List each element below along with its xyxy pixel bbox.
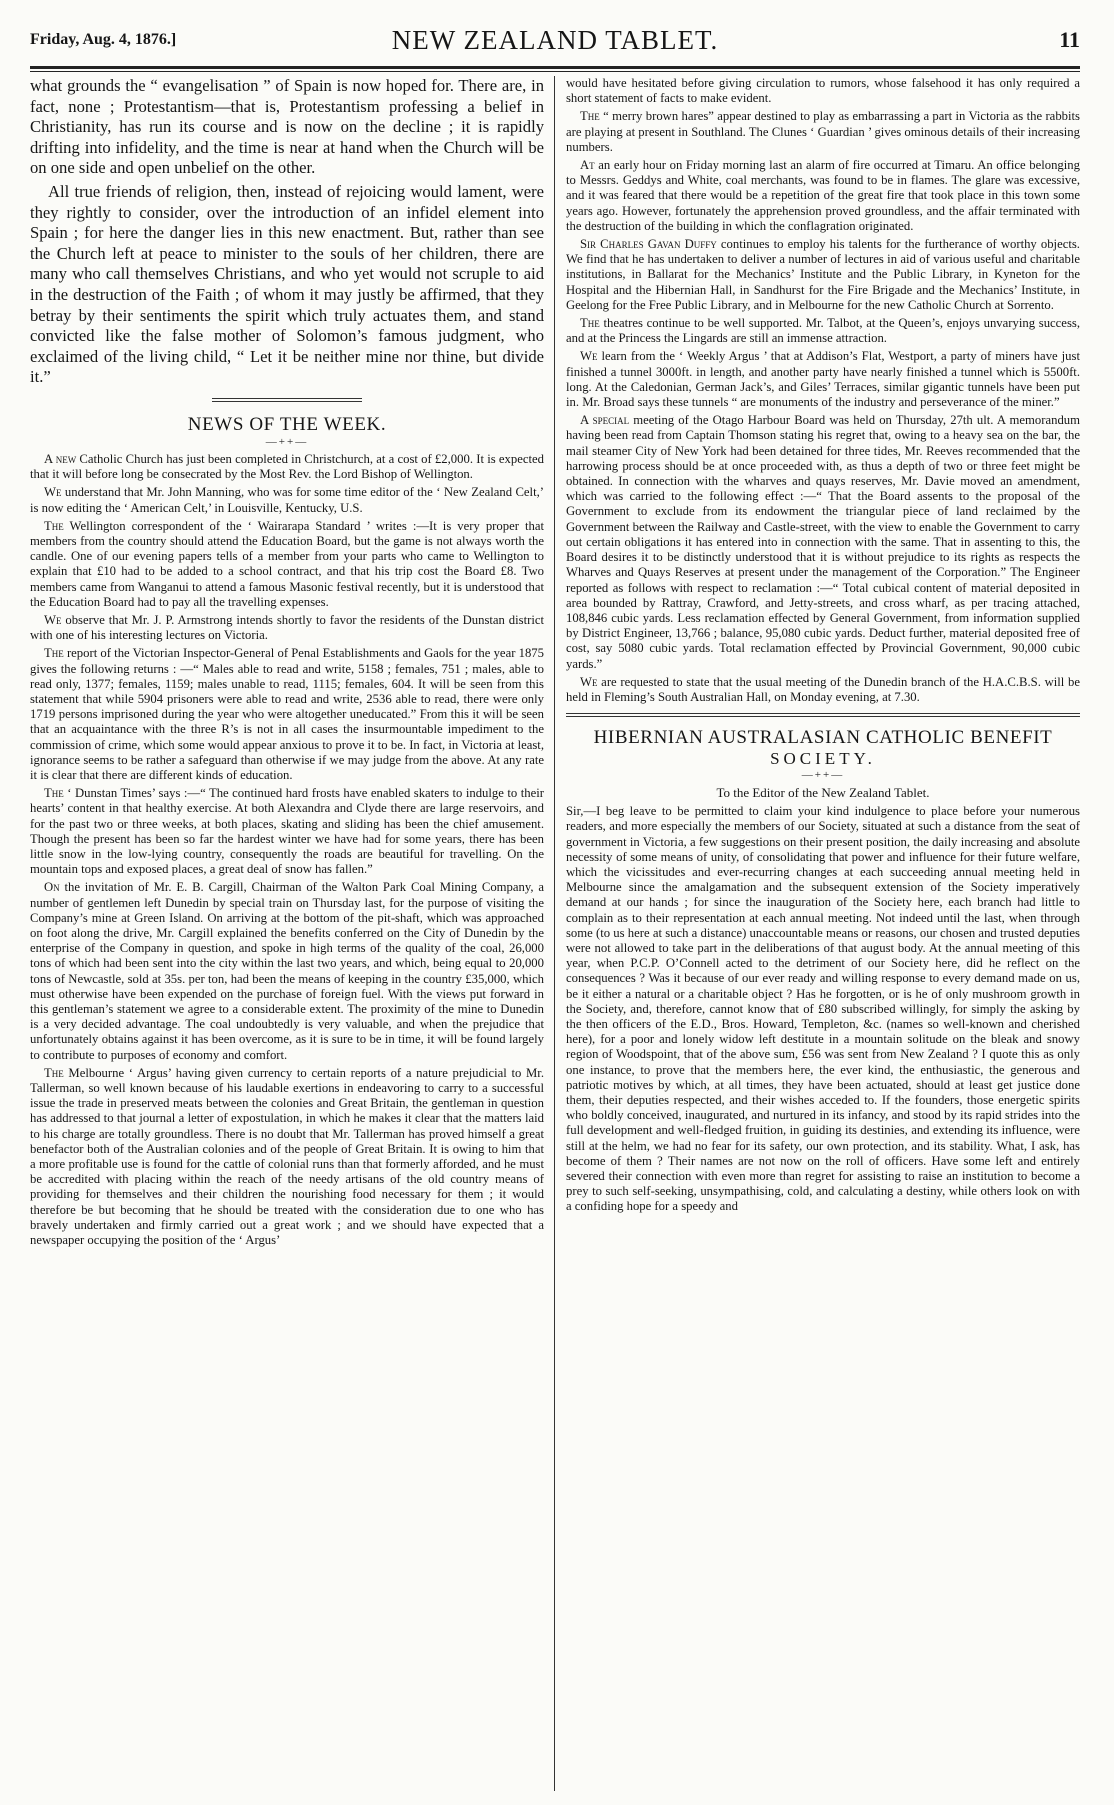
news-item: The Wellington correspondent of the ‘ Wairarapa Standard ’ writes :—It is very proper that members from the country should attend the Education Board, but the game is not always worth the candle. One of our evening papers tells of a member from your parts who came to Wellington to explain that £10 had to be added to a school contract, and that his trip cost the Board £8. Two members came from Wanganui to attend a famous Masonic festival recently, but it is understood that the Education Board had to pay all the travelling expenses. (30, 518, 544, 609)
column-divider (554, 76, 555, 1791)
news-item: On the invitation of Mr. E. B. Cargill, Chairman of the Walton Park Coal Mining Company, a number of gentlemen left Dunedin by special train on Thursday last, for the purpose of visiting the Company’s mine at Green Island. On arriving at the bottom of the pit-shaft, which was approached on foot along the drive, Mr. Cargill explained the benefits conferred on the City of Dunedin by the enterprise of the Company in question, and spoke in high terms of the quality of the coal, 26,000 tons of which had been sent into the city within the last two years, and which, being equal to 20,000 tons of Newcastle, sold at 35s. per ton, had been the means of keeping in the country £35,000, which must otherwise have been expended on the purchase of foreign fuel. With the views put forward in this gentleman’s statement we agree to a considerable extent. The proximity of the mine to Dunedin is a very decided advantage. The coal undoubtedly is very valuable, and when the prejudice that unfortunately obtains against it has been overcome, as it is sure to be in time, it will be found largely to contribute to purposes of economy and comfort. (30, 880, 544, 1062)
news-item: would have hesitated before giving circulation to rumors, whose falsehood it has only required a short statement of facts to make evident. (566, 76, 1080, 106)
heading-ornament: —++— (801, 769, 845, 782)
news-item: Sir Charles Gavan Duffy continues to employ his talents for the furtherance of worthy objects. We find that he has undertaken to deliver a number of lectures in aid of various useful and charitable institutions, in Ballarat for the Mechanics’ Institute and the Public Library, in Kyneton for the Hospital and the Hibernian Hall, in Sandhurst for the Fire Brigade and the Mechanics’ Institute, in Geelong for the Free Public Library, and in Melbourne for the new Catholic Church at Sorrento. (566, 237, 1080, 312)
news-item: A special meeting of the Otago Harbour Board was held on Thursday, 27th ult. A memorandum having been read from Captain Thomson stating his regret that, owing to a heavy sea on the bar, the mail steamer City of New York had been detained for three tides, Mr. Reeves recommended that the harrowing process should be at once proceeded with, as thus a depth of two or three feet might be obtained. In connection with the wharves and quays reserves, Mr. Davie moved an amendment, which was carried to the following effect :—“ That the Board assents to the proposal of the Government to exclude from its endowment the triangular piece of land reclaimed by the Government between the Railway and Castle-street, with the view to enable the Government to carry out certain obligations it has entered into in connection with the same. That in assenting to this, the Board desires it to be distinctly understood that it is without prejudice to its rights as respects the Wharves and Quays Reserves at present under the management of the Corporation.” The Engineer reported as follows with respect to reclamation :—“ Total cubical content of material deposited in area bounded by Rattray, Crawford, and Jetty-streets, and cross wharf, as per tracing attached, 108,846 cubic yards. Less reclamation effected by General Government, from information supplied by District Engineer, 13,766 ; balance, 95,080 cubic yards. Deduct further, material deposited free of cost, say 5080 cubic yards. Total reclamation effected by Provincial Government, 90,000 cubic yards.” (566, 413, 1080, 671)
header-rule (30, 66, 1080, 69)
issue-date: Friday, Aug. 4, 1876.] (30, 31, 177, 48)
news-items-left (30, 452, 544, 1248)
news-item: A new Catholic Church has just been completed in Christchurch, at a cost of £2,000. It is expected that it will before long be consecrated by the Most Rev. the Lord Bishop of Wellington. (30, 451, 544, 482)
news-item: The theatres continue to be well supported. Mr. Talbot, at the Queen’s, enjoys unvarying success, and at the Princess the Lingards are still an immense attraction. (566, 316, 1080, 346)
page-header (30, 22, 1080, 58)
news-item: We understand that Mr. John Manning, who was for some time editor of the ‘ New Zealand Celt,’ is now editing the ‘ American Celt,’ in Louisville, Kentucky, U.S. (30, 485, 544, 515)
society-subheading: SOCIETY. (770, 749, 876, 769)
newspaper-title: NEW ZEALAND TABLET. (391, 24, 719, 55)
left-column (30, 76, 544, 1796)
news-item: The “ merry brown hares” appear destined to play as embarrassing a part in Victoria as the rabbits are playing at present in Southland. The Clunes ‘ Guardian ’ gives ominous details of their increasing numbers. (566, 109, 1080, 154)
news-items-right (566, 76, 1080, 705)
article-paragraph: All true friends of religion, then, instead of rejoicing would lament, were they rightly to consider, over the introduction of an infidel element into Spain ; for here the danger lies in this new enactment. But, rather than see the Church left at peace to minister to the souls of her children, there are many who call themselves Christians, and who yet would not scruple to aid in the destruction of the Faith ; of whom it may justly be affirmed, that they betray by their sentiments the spirit which truly actuates them, and stand convicted like the false mother of Solomon’s famous judgment, who exclaimed of the living child, “ Let it be neither mine nor thine, but divide it.” (30, 181, 544, 387)
news-item: The report of the Victorian Inspector-General of Penal Establishments and Gaols for the year 1875 gives the following returns : —“ Males able to read and write, 5158 ; females, 751 ; males, able to read only, 1377; females, 1159; males unable to read, 1115; females, 604. It will be seen from this statement that while 5904 prisoners were able to read and write, 2536 able to read, there were only 1719 persons imprisoned during the year who were altogether uneducated.” From this it will be seen that an acquaintance with the three R’s is not in all cases the insurmountable impediment to the commission of crime, which some would appear anxious to prove it to be. In fact, in Victoria at least, ignorance seems to be rather a safeguard than otherwise if we may judge from the above. At any rate it is clear that there are different kinds of education. (30, 646, 544, 782)
letter-paragraph: Sir,—I beg leave to be permitted to claim your kind indulgence to place before your numerous readers, and more especially the members of our Society, situated at such a distance from the seat of government in Victoria, a few suggestions on their present position, the daily increasing and absolute necessity of some means of unity, of consolidating that power and influence for their future welfare, which the vicissitudes and ever-recurring changes at each succeeding annual meeting held in Melbourne since the amalgamation and the subsequent extension of the Society imperatively demand at our hands ; for since the inauguration of the Society here, each branch had little to complain as to their representation at each annual meeting. Not indeed until the last, when through some (to us here at such a distance) unaccountable means or reasons, our chosen and trusted deputies were not allowed to take part in the deliberations of that august body. At the annual meeting of this year, when P.C.P. O’Connell acted to the detriment of our Society here, did he reflect on the consequences ? Was it because of our ever ready and willing response to every demand made on us, be it either a natural or a charitable object ? Has he forgotten, or is he of only mushroom growth in the Society, and, therefore, cannot know that of £80 subscribed willingly, for simply the asking by the then officers of the E.D., Bros. Howard, Templeton, &c. (names so well-known and cherished here), for a poor and lonely widow left destitute in a mountain solitude on the bleak and snowy region of Woodspoint, that of the above sum, £56 was sent from New Zealand ? I quote this as only one instance, to prove that the members here, the ever kind, the enthusiastic, the generous and patriotic motives by which, at all times, they have been actuated, should at least get justice done them, their deputies respected, and their wishes acceded to. If the founders, those energetic spirits who boldly conceived, inaugurated, and nurtured in its infancy, and stood by its rapid strides into the full development and well-fledged fruition, in guiding its destinies, and extending its influence, were still at the helm, we had no fear for its safety, our own protection, and its stability. What, I ask, has become of them ? Their names are not now on the roll of officers. Have some left and entirely severed their connection with even more than regret for assisting to raise an institution to become a prey to such self-seeking, unsympathising, cold, and calculating a destiny, while others look on with a confiding hope for a speedy and (566, 804, 1080, 1214)
page-number: 11 (1059, 27, 1080, 52)
news-item: At an early hour on Friday morning last an alarm of fire occurred at Timaru. An office belonging to Messrs. Geddys and White, coal merchants, was found to be in flames. The glare was excessive, and it was feared that there would be a repetition of the great fire that took place in this town some years ago. However, fortunately the apprehension proved groundless, and the affair terminated with the destruction of the building in which the conflagration originated. (566, 158, 1080, 233)
news-item: We learn from the ‘ Weekly Argus ’ that at Addison’s Flat, Westport, a party of miners have just finished a tunnel 3000ft. in length, and another party have nearly finished a tunnel which is 5500ft. long. At the Caledonian, German Jack’s, and Giles’ Terraces, similar gigantic tunnels have been put in. Mr. Broad says these tunnels “ are monuments of the industry and perseverance of the miner.” (566, 349, 1080, 410)
news-item: The ‘ Dunstan Times’ says :—“ The continued hard frosts have enabled skaters to indulge to their hearts’ content in that healthy exercise. At both Alexandra and Clyde there are large reservoirs, and for the past two or three weeks, at both places, skating and sliding has been the chief amusement. Though the present has been so far the hardest winter we have had for some years, there has been little snow in the low-lying country, consequently the roads are beautiful for travelling. On the mountain tops and exposed places, a great deal of snow has fallen.” (30, 786, 544, 877)
letter-addressee: To the Editor of the New Zealand Tablet. (716, 785, 930, 801)
intro-article (30, 76, 544, 388)
society-heading: HIBERNIAN AUSTRALASIAN CATHOLIC BENEFIT (593, 727, 1053, 749)
header-rule-thin (30, 71, 1080, 72)
news-item: We are requested to state that the usual meeting of the Dunedin branch of the H.A.C.B.S. will be held in Fleming’s South Australian Hall, on Monday evening, at 7.30. (566, 674, 1080, 704)
right-column (566, 76, 1080, 1796)
section-divider (212, 398, 362, 402)
news-of-the-week-heading: NEWS OF THE WEEK. (187, 413, 387, 435)
section-divider (566, 713, 1080, 717)
heading-ornament: —++— (265, 435, 309, 448)
news-item: The Melbourne ‘ Argus’ having given currency to certain reports of a nature prejudicial to Mr. Tallerman, so well known because of his laudable exertions in endeavoring to carry to a successful issue the trade in preserved meats between the colonies and Great Britain, the gentleman in question has addressed to that journal a letter of expostulation, in which he makes it clear that the matters laid to his charge are totally groundless. There is no doubt that Mr. Tallerman has proved himself a great benefactor both of the Australian colonies and of the people of Great Britain. It is owing to him that a more profitable use is found for the cattle of colonial runs than that formerly afforded, and he must be accredited with placing within the reach of the needy artisans of the old country means of providing for themselves and their children the nourishing food necessary for them ; it would therefore be but becoming that he should be treated with the consideration due to one who has bravely undertaken and firmly carried out a great work ; and we should have expected that a newspaper occupying the position of the ‘ Argus’ (30, 1065, 544, 1248)
news-item: We observe that Mr. J. P. Armstrong intends shortly to favor the residents of the Dunstan district with one of his interesting lectures on Victoria. (30, 612, 544, 643)
letter-body (566, 804, 1080, 1214)
article-paragraph: what grounds the “ evangelisation ” of Spain is now hoped for. There are, in fact, none ; Protestantism—that is, Protestantism professing a belief in Christianity, has run its course and is now on the decline ; it is rapidly drifting into infidelity, and the time is near at hand when the Church will be on one side and open unbelief on the other. (30, 76, 544, 178)
